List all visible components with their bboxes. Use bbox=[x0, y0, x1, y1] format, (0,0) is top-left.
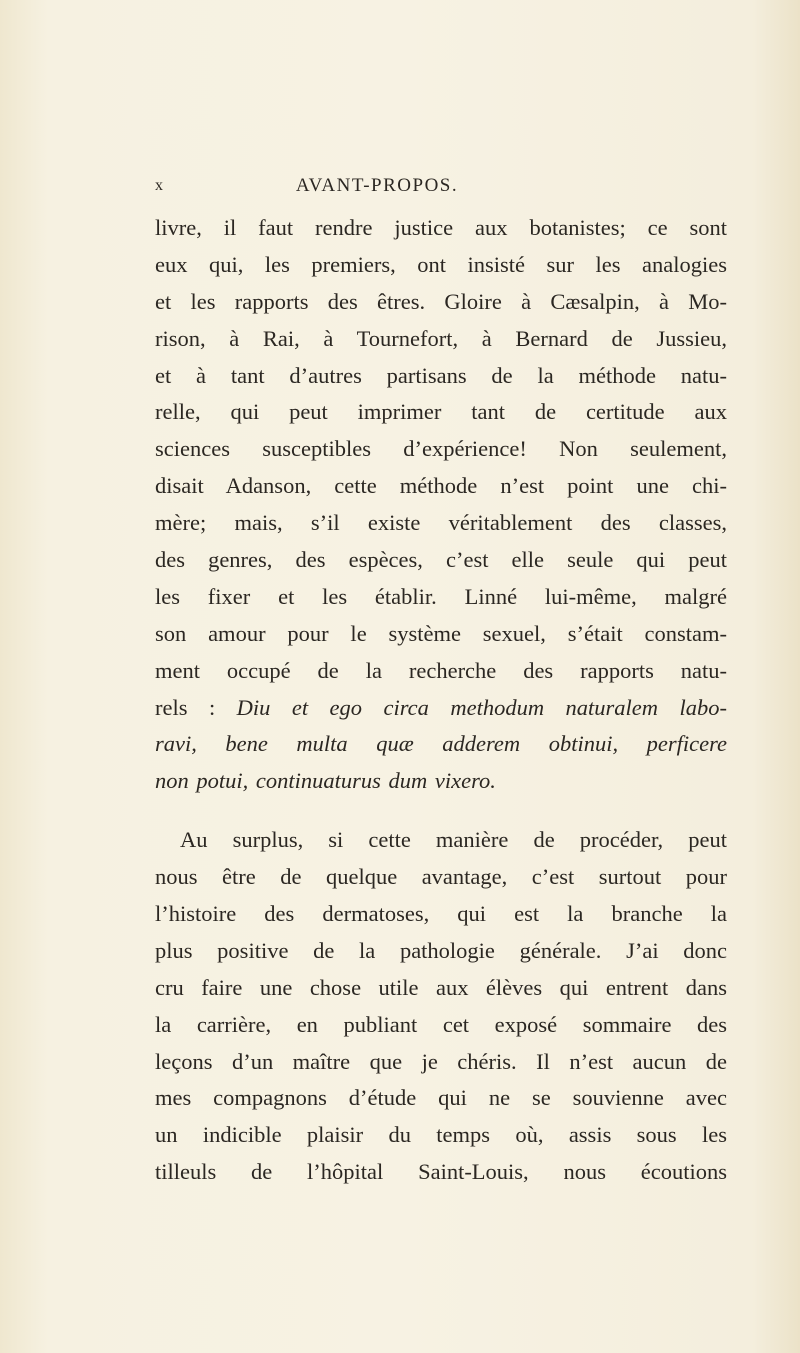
running-header bbox=[155, 174, 725, 198]
text-line: ment occupé de la recherche des rapports natu- bbox=[155, 657, 727, 683]
text-line: un indicible plaisir du temps où, assis sous les bbox=[155, 1122, 727, 1148]
running-title: AVANT-PROPOS. bbox=[295, 175, 459, 196]
paragraph-gap bbox=[155, 800, 727, 822]
text-line: et à tant d’autres partisans de la méthode natu- bbox=[155, 362, 727, 388]
text-line: mère; mais, s’il existe véritablement des classes, bbox=[155, 510, 727, 536]
text-line: cru faire une chose utile aux élèves qui entrent dans bbox=[155, 974, 727, 1000]
text-line: des genres, des espèces, c’est elle seule qui peut bbox=[155, 547, 727, 573]
text-line: tilleuls de l’hôpital Saint-Louis, nous écoutions bbox=[155, 1159, 727, 1185]
text-line: l’histoire des dermatoses, qui est la branche la bbox=[155, 901, 727, 927]
page-number: x bbox=[155, 177, 164, 194]
text-line: la carrière, en publiant cet exposé sommaire des bbox=[155, 1011, 727, 1037]
text-line: livre, il faut rendre justice aux botanistes; ce sont bbox=[155, 215, 727, 240]
paragraph-1 bbox=[155, 210, 727, 800]
paragraph-2 bbox=[155, 822, 727, 1191]
text-line: rison, à Rai, à Tournefort, à Bernard de Jussieu, bbox=[155, 325, 727, 351]
text-line: disait Adanson, cette méthode n’est point une chi- bbox=[155, 473, 727, 499]
text-segment: rels : bbox=[155, 694, 237, 720]
text-line: nous être de quelque avantage, c’est surtout pour bbox=[155, 864, 727, 890]
text-line: les fixer et les établir. Linné lui-même, malgré bbox=[155, 583, 727, 609]
text-line: et les rapports des êtres. Gloire à Cæsalpin, à Mo- bbox=[155, 288, 727, 314]
text-line: eux qui, les premiers, ont insisté sur les analogies bbox=[155, 251, 727, 277]
text-line-with-quote bbox=[155, 690, 727, 727]
text-line: leçons d’un maître que je chéris. Il n’est aucun de bbox=[155, 1048, 727, 1074]
latin-quote-line: ravi, bene multa quæ adderem obtinui, perficere bbox=[155, 731, 727, 757]
latin-quote-segment: Diu et ego circa methodum naturalem labo- bbox=[236, 694, 727, 720]
text-line: relle, qui peut imprimer tant de certitude aux bbox=[155, 399, 727, 425]
text-line: plus positive de la pathologie générale. J’ai donc bbox=[155, 937, 727, 963]
latin-quote-line: non potui, continuaturus dum vixero. bbox=[155, 768, 496, 794]
text-line: sciences susceptibles d’expérience! Non seulement, bbox=[155, 436, 727, 462]
text-line: mes compagnons d’étude qui ne se souvienne avec bbox=[155, 1085, 727, 1111]
text-line: Au surplus, si cette manière de procéder, peut bbox=[180, 827, 727, 853]
text-line: son amour pour le système sexuel, s’était constam- bbox=[155, 620, 727, 646]
body-text bbox=[155, 210, 727, 1191]
